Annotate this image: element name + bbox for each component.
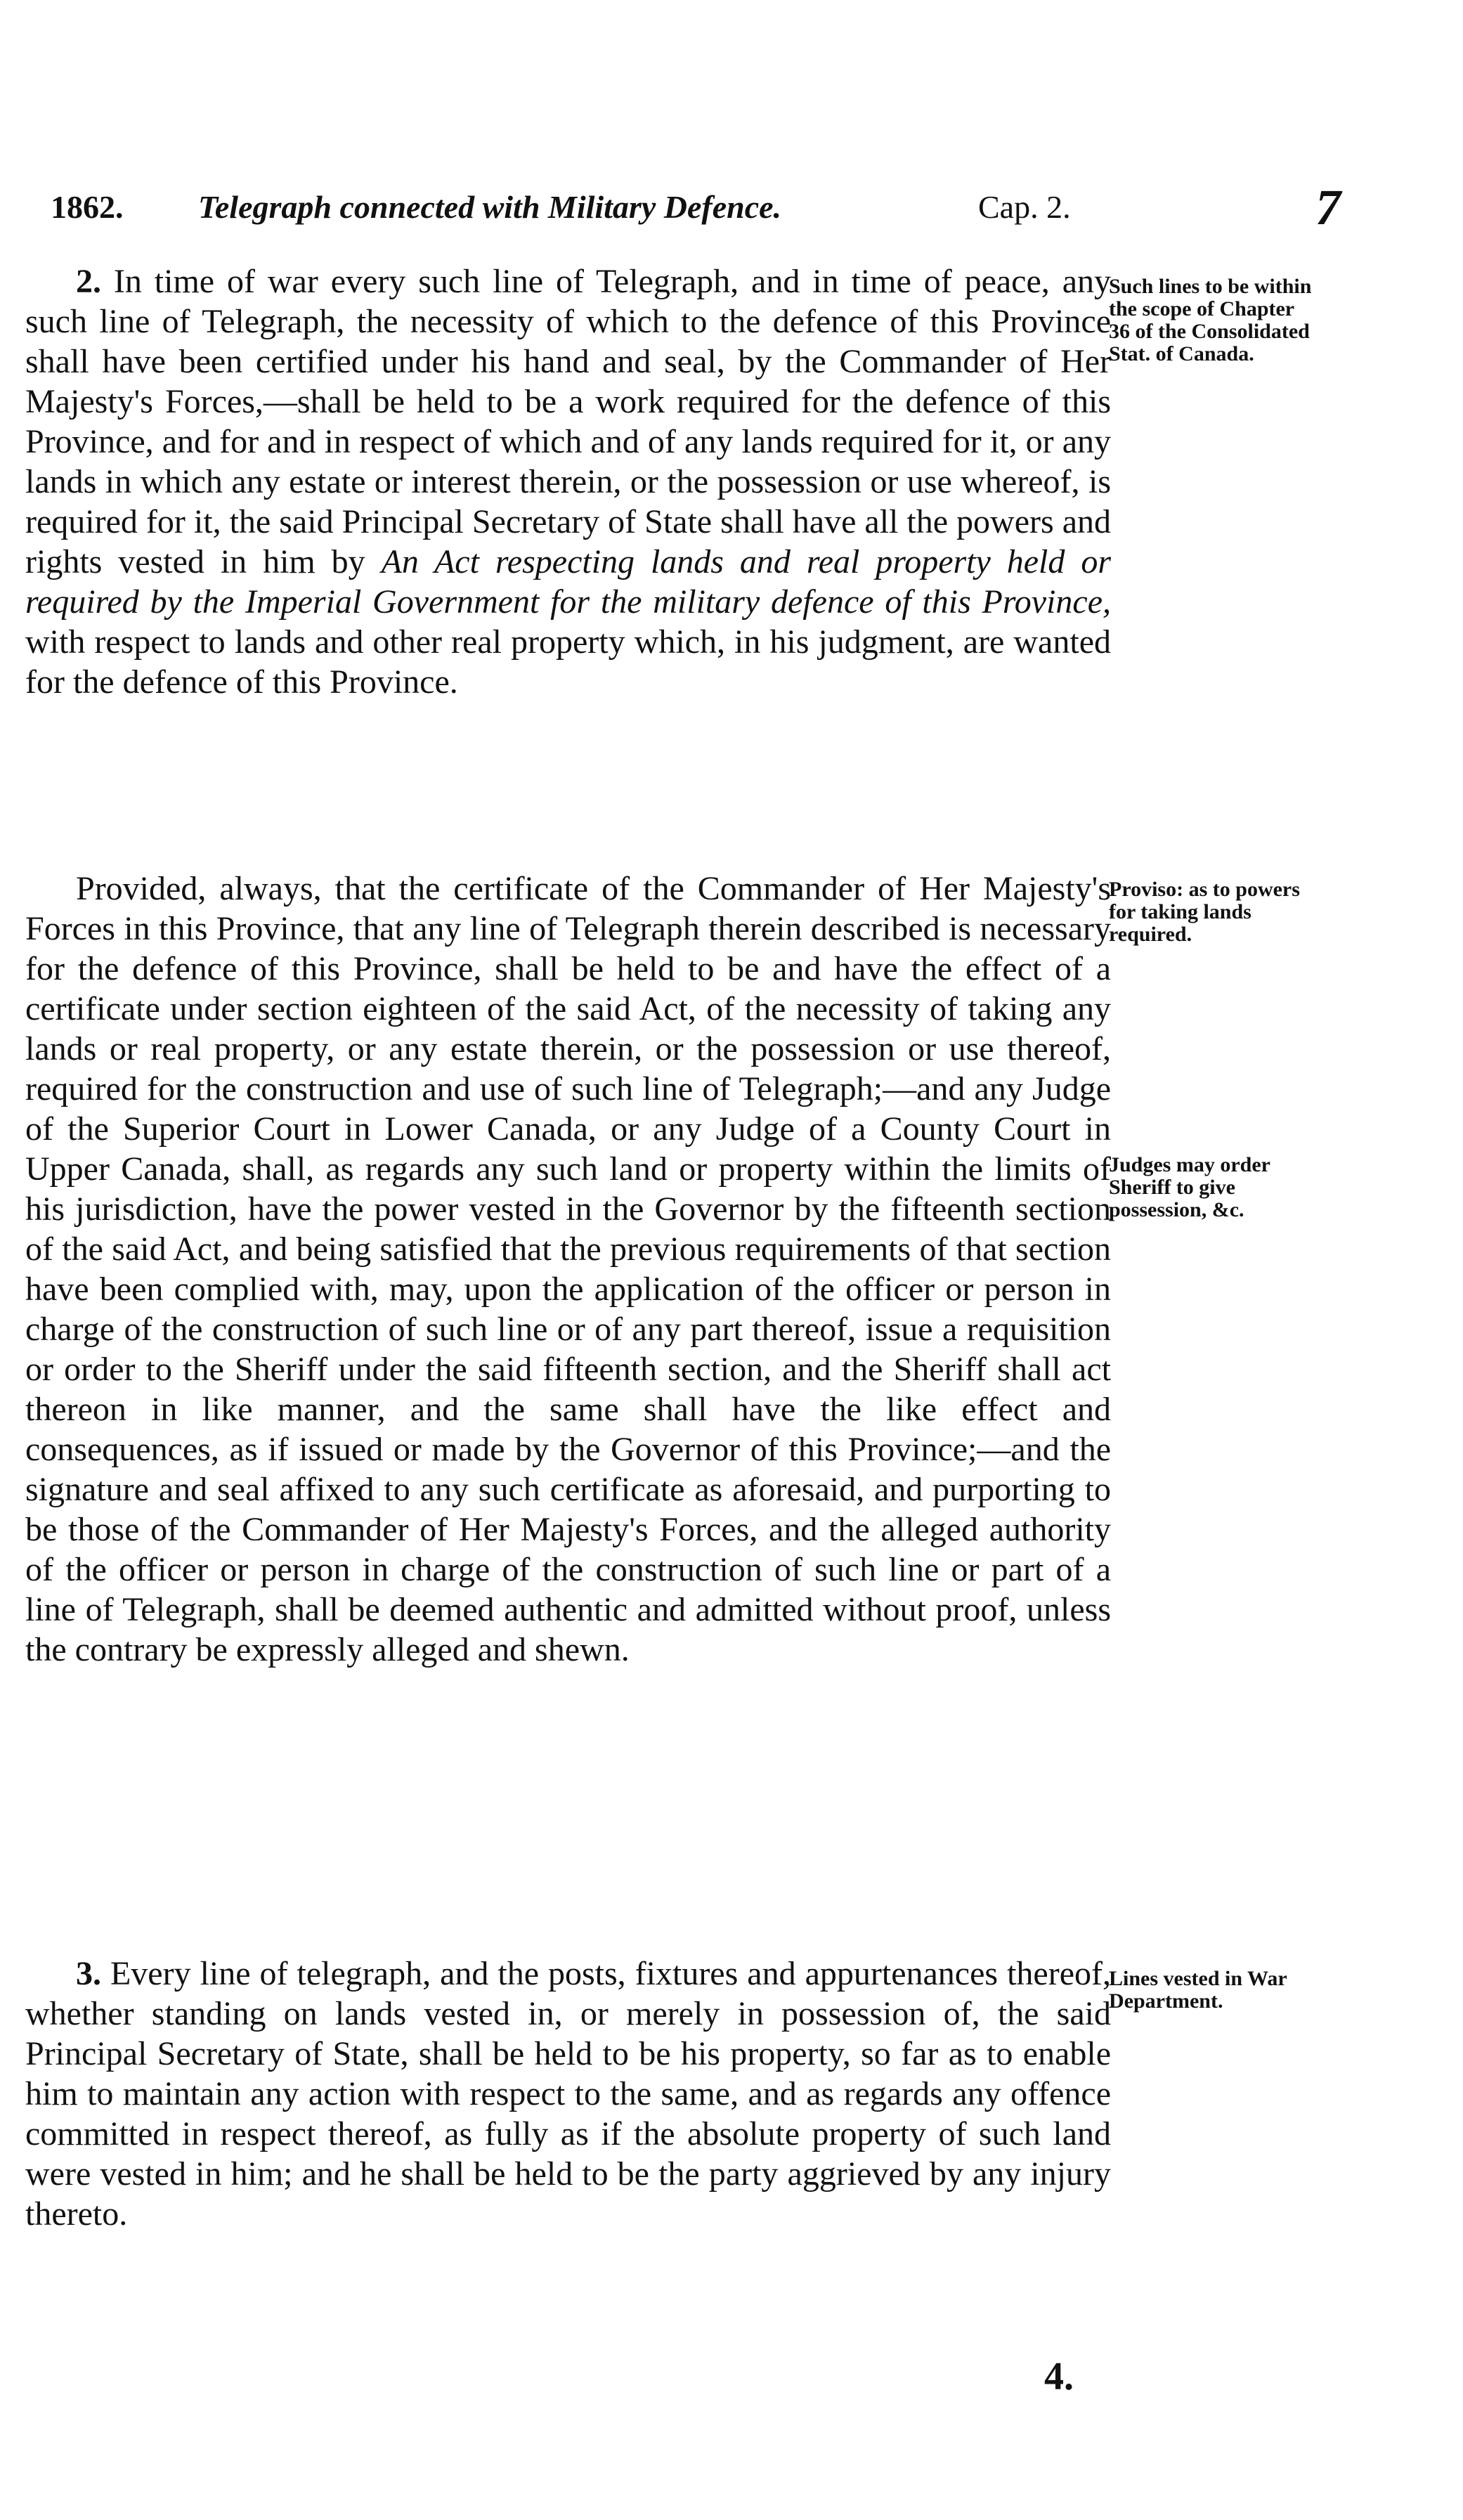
marginal-note: Lines vested in War Department. <box>1109 1967 1287 2013</box>
header-year: 1862. <box>51 189 124 225</box>
catchword: 4. <box>1044 2355 1074 2398</box>
section-text-end: with respect to lands and other real property which, in his judgment, are wanted for the defence of this Province. <box>25 623 1111 701</box>
act-title: An Act respecting lands and real property held or required by the Imperial Government for the military defence of this Province, <box>25 543 1111 621</box>
header-title: Telegraph connected with Military Defence. <box>198 189 782 225</box>
section-number: 3. <box>76 1955 101 1992</box>
marginal-note: Judges may order Sheriff to give possession, &c. <box>1109 1153 1270 1221</box>
header-chapter: Cap. 2. <box>978 189 1071 225</box>
section-text: Every line of telegraph, and the posts, fixtures and appurtenances thereof, whether standing on lands vested in, or merely in possession of, the said Principal Secretary of State, shall be held to be his property, so far as to enable him to maintain any action with respect to the same, and as regards any offence committed in respect thereof, as fully as if the absolute property of such land were vested in him; and he shall be held to be the party aggrieved by any injury thereto. <box>25 1955 1111 2233</box>
page-number: 7 <box>1315 179 1341 235</box>
section-number: 2. <box>76 263 101 300</box>
marginal-note: Such lines to be within the scope of Chapter 36 of the Consolidated Stat. of Canada. <box>1109 275 1312 365</box>
proviso-text: Provided, always, that the certificate of the Commander of Her Majesty's Forces in this Province, that any line of Telegraph therein described is necessary for the defence of this Province, shall be held to be and have the effect of a certificate under section eighteen of the said Act, of the necessity of taking any lands or real property, or any estate therein, or the possession or use thereof, required for the construction and use of such line of Telegraph;—and any Judge of the Superior Court in Lower Canada, or any Judge of a County Court in Upper Canada, shall, as regards any such land or property within the limits of his jurisdiction, have the power vested in the Governor by the fifteenth section of the said Act, and being satisfied that the previous requirements of that section have been complied with, may, upon the application of the officer or person in charge of the construction of such line or of any part thereof, issue a requisition or order to the Sheriff under the said fifteenth section, and the Sheriff shall act thereon in like manner, and the same shall have the like effect and consequences, as if issued or made by the Governor of this Province;—and the signature and seal affixed to any such certificate as aforesaid, and purporting to be those of the Commander of Her Majesty's Forces, and the alleged authority of the officer or person in charge of the construction of such line or part of a line of Telegraph, shall be deemed authentic and admitted without proof, unless the contrary be expressly alleged and shewn. <box>25 870 1111 1668</box>
proviso-paragraph <box>25 869 1111 1670</box>
running-header <box>51 181 1358 245</box>
marginal-note: Proviso: as to powers for taking lands required. <box>1109 878 1300 946</box>
section-3-paragraph <box>25 1954 1111 2234</box>
section-2-paragraph <box>25 261 1111 702</box>
section-text: In time of war every such line of Telegraph, and in time of peace, any such line of Telegraph, the necessity of which to the defence of this Province shall have been certified under his hand and seal, by the Commander of Her Majesty's Forces,—shall be held to be a work required for the defence of this Province, and for and in respect of which and of any lands required for it, or any lands in which any estate or interest therein, or the possession or use whereof, is required for it, the said Principal Secretary of State shall have all the powers and rights vested in him by <box>25 263 1111 580</box>
